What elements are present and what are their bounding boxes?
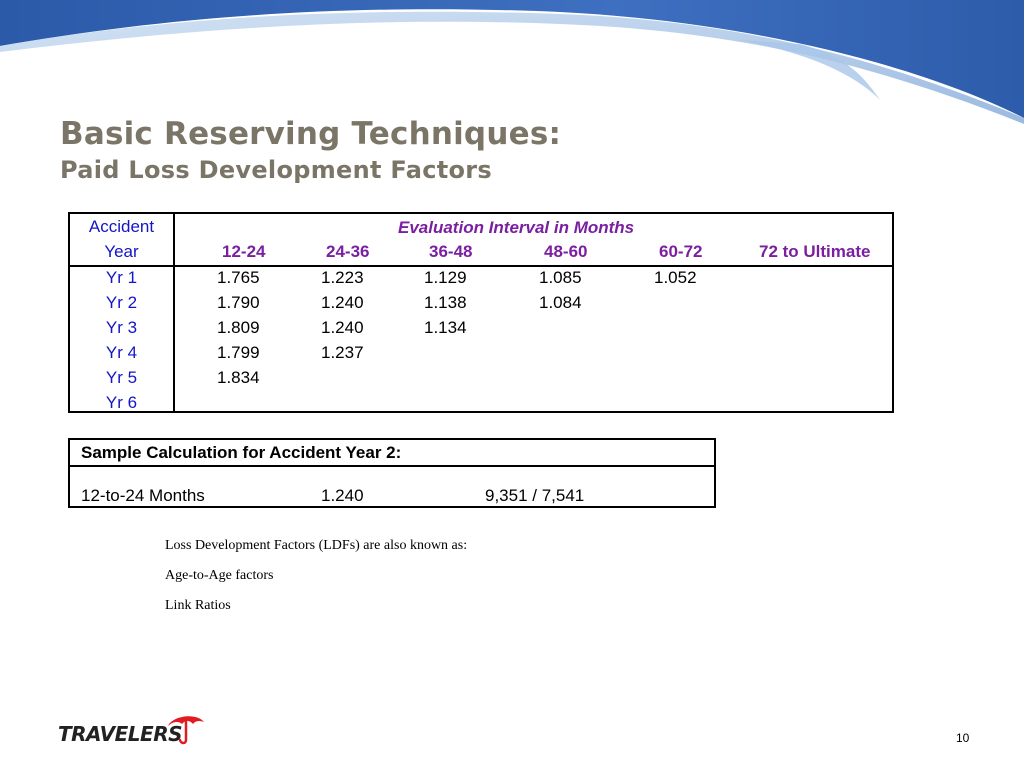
row-label: Yr 1 (105, 268, 138, 287)
factor-cell: 1.240 (321, 318, 364, 337)
table-header-divider (70, 265, 892, 267)
factor-cell: 1.085 (539, 268, 582, 287)
factor-cell: 1.237 (321, 343, 364, 362)
slide-subtitle: Paid Loss Development Factors (60, 156, 493, 184)
ldf-table (68, 212, 894, 413)
row-label: Yr 4 (105, 343, 138, 362)
note-text: Link Ratios (165, 598, 231, 613)
factor-cell: 1.084 (539, 293, 582, 312)
interval-header: 60-72 (659, 242, 703, 261)
slide-title: Basic Reserving Techniques: (60, 116, 562, 152)
note-text: Age-to-Age factors (165, 568, 274, 583)
row-label: Yr 5 (105, 368, 138, 387)
sample-header-divider (70, 465, 714, 467)
sample-factor: 1.240 (321, 486, 364, 505)
sample-title: Sample Calculation for Accident Year 2: (81, 443, 402, 462)
year-header: Year (104, 242, 139, 261)
factor-cell: 1.138 (424, 293, 467, 312)
factor-cell: 1.223 (321, 268, 364, 287)
factor-cell: 1.799 (217, 343, 260, 362)
factor-cell: 1.809 (217, 318, 260, 337)
page-number: 10 (956, 731, 970, 745)
interval-header: 12-24 (222, 242, 266, 261)
factor-cell: 1.134 (424, 318, 467, 337)
interval-header: 48-60 (544, 242, 588, 261)
row-label: Yr 2 (105, 293, 138, 312)
sample-calculation-table (68, 438, 716, 508)
interval-header: 36-48 (429, 242, 473, 261)
note-text: Loss Development Factors (LDFs) are also known as: (165, 538, 468, 553)
table-column-divider (173, 214, 175, 411)
interval-header: 24-36 (326, 242, 370, 261)
factor-cell: 1.834 (217, 368, 260, 387)
factor-cell: 1.765 (217, 268, 260, 287)
factor-cell: 1.790 (217, 293, 260, 312)
factor-cell: 1.129 (424, 268, 467, 287)
interval-header: 72 to Ultimate (759, 242, 871, 261)
accident-header: Accident (88, 217, 155, 236)
factor-cell: 1.052 (654, 268, 697, 287)
evaluation-header: Evaluation Interval in Months (398, 218, 635, 237)
sample-period: 12-to-24 Months (81, 486, 205, 505)
factor-cell: 1.240 (321, 293, 364, 312)
travelers-logo (58, 712, 208, 746)
umbrella-icon (166, 712, 206, 746)
row-label: Yr 3 (105, 318, 138, 337)
row-label: Yr 6 (105, 393, 138, 412)
logo-wordmark: TRAVELERS (58, 722, 183, 746)
sample-calculation: 9,351 / 7,541 (485, 486, 585, 505)
